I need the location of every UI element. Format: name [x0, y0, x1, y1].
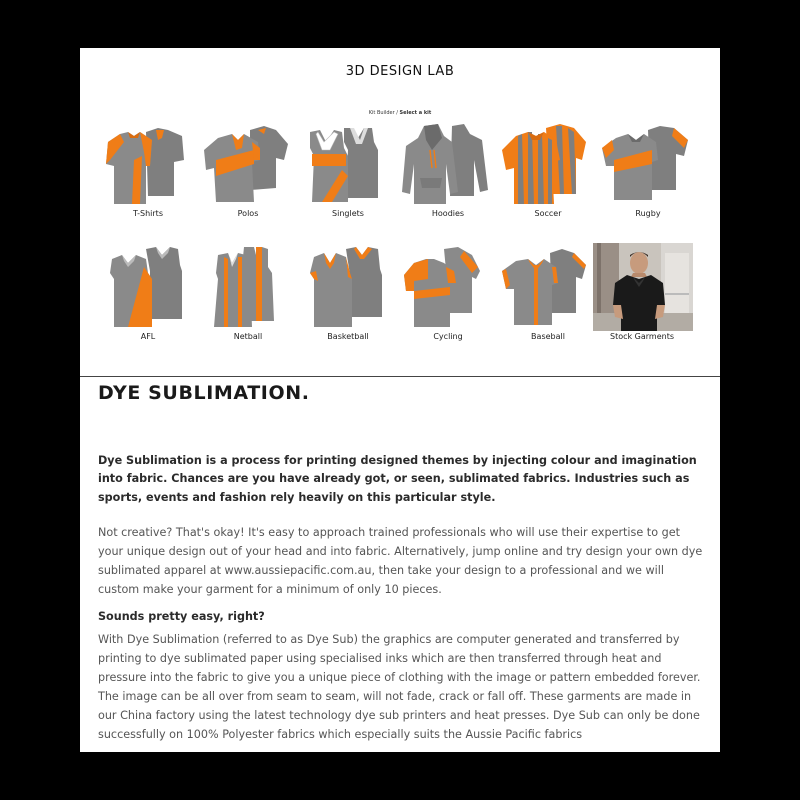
basketball-singlet-icon: [298, 243, 398, 331]
kit-label: T-Shirts: [132, 209, 163, 218]
tshirt-icon: [98, 120, 198, 208]
kit-tile-stock-garments[interactable]: [592, 243, 692, 341]
kit-tile-cycling[interactable]: [398, 243, 498, 341]
aussiepacific-link[interactable]: www.aussiepacific.com.au: [224, 564, 372, 577]
soccer-jersey-icon: [498, 120, 598, 208]
article-subheading: Sounds pretty easy, right?: [98, 610, 265, 623]
rugby-jersey-icon: [598, 120, 698, 208]
kit-tile-afl[interactable]: [98, 243, 198, 341]
kit-label: Stock Garments: [609, 332, 675, 341]
kit-label: Basketball: [327, 332, 369, 341]
kit-label: Netball: [233, 332, 263, 341]
kit-label: Cycling: [433, 332, 463, 341]
kit-label: Singlets: [332, 209, 364, 218]
kit-tile-soccer[interactable]: [498, 120, 598, 218]
kit-label: Soccer: [534, 209, 562, 218]
baseball-jersey-icon: [498, 243, 598, 331]
breadcrumb: [80, 110, 720, 116]
breadcrumb-separator: /: [394, 110, 400, 116]
article-lead: Dye Sublimation is a process for printing designed themes by injecting colour and imagination into fabric. Chances are you have already got, or seen, sublimated fabrics. Industries such as sports, events and fashion rely heavily on this particular style.: [98, 454, 697, 504]
design-lab-section: [80, 48, 720, 377]
dye-sublimation-article: [98, 382, 708, 741]
afl-guernsey-icon: [98, 243, 198, 331]
stock-garments-photo: [592, 243, 694, 331]
hoodie-icon: [398, 120, 498, 208]
kit-label: AFL: [140, 332, 156, 341]
kit-tile-baseball[interactable]: [498, 243, 598, 341]
paragraph-text: Not creative? That's okay! It's easy to approach trained professionals who will use their expertise to get your unique design out of your head and into fabric. Alternatively, jump online and try design your own dye sublimated apparel at: [98, 526, 703, 577]
kit-tile-tshirts[interactable]: [98, 120, 198, 218]
singlet-icon: [298, 120, 398, 208]
article-paragraph: [98, 523, 708, 599]
polo-icon: [198, 120, 298, 208]
kit-label: Baseball: [531, 332, 565, 341]
kit-tile-singlets[interactable]: [298, 120, 398, 218]
design-lab-title: 3D DESIGN LAB: [345, 64, 455, 79]
kit-tile-basketball[interactable]: [298, 243, 398, 341]
netball-dress-icon: [198, 243, 298, 331]
kit-label: Rugby: [635, 209, 661, 218]
kit-tile-netball[interactable]: [198, 243, 298, 341]
page-frame: [80, 48, 720, 752]
cycling-jersey-icon: [398, 243, 498, 331]
kit-tile-polos[interactable]: [198, 120, 298, 218]
article-paragraph: With Dye Sublimation (referred to as Dye Sub) the graphics are computer generated and transferred by printing to dye sublimated paper using specialised inks which are then transferred through heat and pressure into the fabric to give you a unique piece of clothing with the image or pattern embedded forever. The image can be all over from seam to seam, will not fade, crack or fall off. These garments are made in our China factory using the latest technology dye sub printers and heat presses. Dye Sub can only be done successfully on 100% Polyester fabrics which especially suits the Aussie Pacific fabrics: [98, 633, 701, 741]
breadcrumb-root[interactable]: Kit Builder: [368, 110, 395, 116]
kit-label: Hoodies: [431, 209, 465, 218]
kit-label: Polos: [237, 209, 259, 218]
breadcrumb-current: Select a kit: [399, 110, 432, 116]
kit-tile-hoodies[interactable]: [398, 120, 498, 218]
paragraph-text: , then take your design to a professional and we will custom make your garment for a minimum of only 10 pieces.: [98, 564, 664, 596]
kit-tile-rugby[interactable]: [598, 120, 698, 218]
article-heading: DYE SUBLIMATION.: [98, 382, 310, 404]
